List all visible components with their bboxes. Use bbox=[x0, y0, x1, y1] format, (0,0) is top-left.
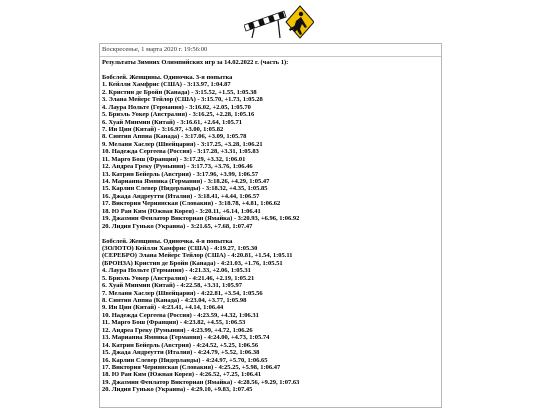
results-list-run3 bbox=[102, 81, 441, 230]
result-row: 18. Ю Ран Ким (Южная Корея) - 3:20.11, +6.14, 1:06.41 bbox=[102, 207, 261, 215]
result-row: 10. Надежда Сергеева (Россия) - 3:17.28, +3.31, 1:05.83 bbox=[102, 148, 259, 156]
result-row: 4. Лаура Нольте (Германия) - 4:21.33, +2.06, 1:05.31 bbox=[102, 267, 251, 275]
date-line: Воскресенье, 1 марта 2020 г. 19:56:00 bbox=[100, 44, 441, 57]
spacer bbox=[102, 230, 441, 237]
result-row: 6. Хуай Минмин (Китай) - 3:16.61, +2.64, 1:05.71 bbox=[102, 118, 243, 126]
result-row: 14. Марианна Ямника (Германия) - 3:18.26, +4.29, 1:05.47 bbox=[102, 178, 270, 185]
result-row: 17. Виктория Чериянская (Словакия) - 4:25.25, +5.98, 1:06.47 bbox=[102, 363, 281, 371]
result-row: 13. Катрин Бейерль (Австрия) - 3:17.96, +3.99, 1:06.57 bbox=[102, 170, 259, 178]
results-list-run4 bbox=[102, 245, 441, 394]
result-row: (БРОНЗА) Кристин де Бройн (Канада) - 4:21.03, +1.76, 1:05.51 bbox=[102, 259, 283, 267]
result-row: 8. Синтия Аппиа (Канада) - 3:17.06, +3.09, 1:05.78 bbox=[102, 133, 247, 141]
result-row: 19. Джазмин Фенлатор Викториан (Ямайка) - 4:28.56, +9.29, 1:07.63 bbox=[102, 378, 300, 386]
result-row: 15. Джада Андреутти (Италия) - 4:24.79, +5.52, 1:06.38 bbox=[102, 349, 260, 357]
result-row: 5. Бриэль Уокер (Австралия) - 4:21.46, +2.19, 1:05.21 bbox=[102, 274, 255, 282]
result-row: 15. Карлин Слевер (Нидерланды) - 3:18.32, +4.35, 1:05.85 bbox=[102, 185, 268, 193]
result-row: 11. Марго Бош (Франция) - 4:23.82, +4.55, 1:06.53 bbox=[102, 319, 246, 327]
section-title-run4: Бобслей. Женщины. Одиночка. 4-я попытка bbox=[102, 237, 233, 245]
result-row: 18. Ю Ран Ким (Южная Корея) - 4:26.52, +7.25, 1:06.41 bbox=[102, 371, 262, 379]
result-row: 20. Лидия Гунько (Украина) - 4:29.10, +9.83, 1:07.45 bbox=[102, 386, 253, 394]
result-row: 11. Марго Бош (Франция) - 3:17.29, +3.32, 1:06.01 bbox=[102, 155, 246, 163]
result-row: 13. Марианна Ямника (Германия) - 4:24.00, +4.73, 1:05.74 bbox=[102, 334, 270, 342]
result-row: 7. Мелани Хаслер (Швейцария) - 4:22.81, +3.54, 1:05.56 bbox=[102, 289, 263, 297]
article-heading: Результаты Зимних Олимпийских игр за 14.02.2022 г. (часть 1): bbox=[102, 59, 289, 66]
news-frame bbox=[99, 43, 442, 408]
result-row: 19. Джазмин Фенлатор Викториан (Ямайка) - 3:20.93, +6.96, 1:06.92 bbox=[102, 215, 300, 223]
result-row: 6. Хуай Минмин (Китай) - 4:22.58, +3.31, 1:05.97 bbox=[102, 282, 243, 290]
result-row: 17. Виктория Чериянская (Словакия) - 3:18.78, +4.81, 1:06.62 bbox=[102, 200, 281, 208]
result-row: 8. Синтия Аппиа (Канада) - 4:23.04, +3.77, 1:05.98 bbox=[102, 297, 247, 304]
construction-banner bbox=[244, 5, 314, 39]
result-row: 16. Джада Андреутти (Италия) - 3:18.41, +4.44, 1:06.57 bbox=[102, 192, 260, 200]
spacer bbox=[102, 66, 441, 73]
result-row: 12. Андреа Греку (Румыния) - 4:23.99, +4.72, 1:06.26 bbox=[102, 326, 253, 334]
result-row: 9. Ин Цин (Китай) - 4:23.41, +4.14, 1:06.44 bbox=[102, 304, 224, 312]
result-row: 7. Ин Цин (Китай) - 3:16.97, +3.00, 1:05.82 bbox=[102, 125, 224, 133]
result-row: (ЗОЛОТО) Кейлли Хамфрис (США) - 4:19.27, 1:05.30 bbox=[102, 244, 258, 252]
result-row: 2. Кристин де Бройн (Канада) - 3:15.52, +1.55, 1:05.38 bbox=[102, 88, 257, 96]
result-row: 14. Катрин Бейерль (Австрия) - 4:24.52, +5.25, 1:06.56 bbox=[102, 341, 259, 349]
result-row: 16. Карлин Слевер (Нидерланды) - 4:24.97, +5.70, 1:06.65 bbox=[102, 356, 268, 364]
striped-barrier bbox=[244, 11, 286, 38]
article-body bbox=[100, 57, 441, 394]
construction-worker-icon bbox=[286, 6, 314, 38]
result-row: (СЕРЕБРО) Элана Мейерс Тейлор (США) - 4:20.81, +1.54, 1:05.11 bbox=[102, 252, 293, 260]
result-row: 4. Лаура Нольте (Германия) - 3:16.02, +2.05, 1:05.70 bbox=[102, 103, 251, 111]
result-row: 10. Надежда Сергеева (Россия) - 4:23.59, +4.32, 1:06.31 bbox=[102, 311, 259, 319]
result-row: 20. Лидия Гунько (Украина) - 3:21.65, +7.68, 1:07.47 bbox=[102, 222, 253, 230]
section-title-run3: Бобслей. Женщины. Одиночка. 3-я попытка bbox=[102, 73, 233, 81]
result-row: 3. Элана Мейерс Тейлор (США) - 3:15.70, +1.73, 1:05.28 bbox=[102, 96, 263, 104]
result-row: 12. Андреа Греку (Румыния) - 3:17.73, +3.76, 1:06.46 bbox=[102, 163, 253, 171]
result-row: 1. Кейлли Хамфрис (США) - 3:13.97, 1:04.87 bbox=[102, 81, 231, 89]
result-row: 9. Мелани Хаслер (Швейцария) - 3:17.25, +3.28, 1:06.21 bbox=[102, 140, 263, 148]
result-row: 5. Бриэль Уокер (Австралия) - 3:16.25, +2.28, 1:05.16 bbox=[102, 111, 255, 119]
